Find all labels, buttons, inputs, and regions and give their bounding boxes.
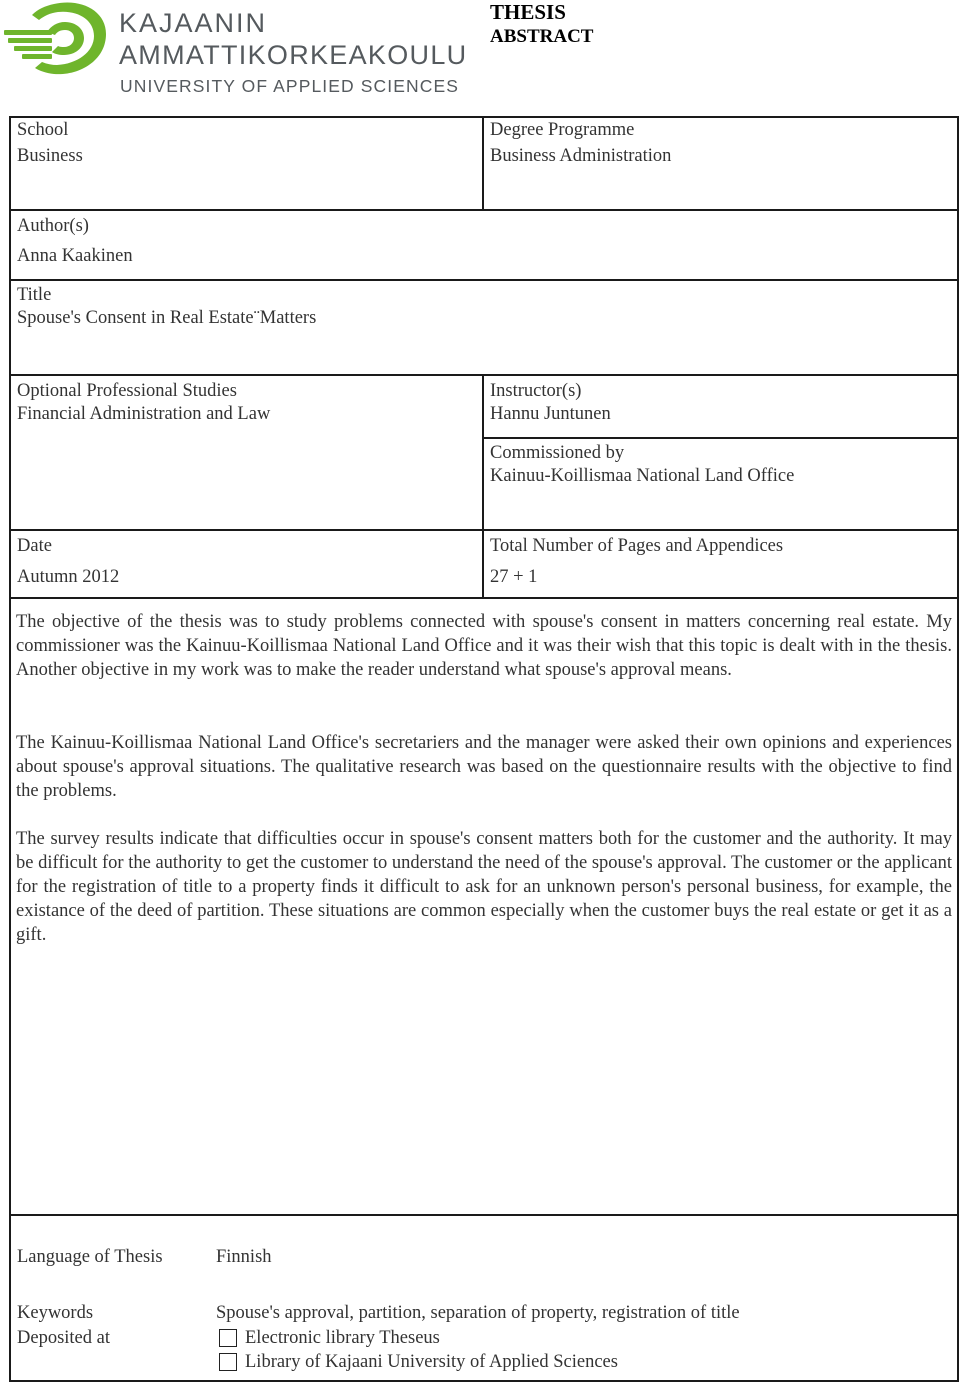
rule-below-date	[9, 597, 959, 599]
logo-line-3: UNIVERSITY OF APPLIED SCIENCES	[120, 76, 460, 96]
doc-type-line-2: ABSTRACT	[490, 26, 594, 47]
degree-value: Business Administration	[490, 146, 672, 166]
title-value: Spouse's Consent in Real Estate¨Matters	[17, 308, 317, 328]
checkbox-kajaani-library[interactable]	[219, 1353, 237, 1371]
abstract-paragraph-2: The Kainuu-Koillismaa National Land Office's secretariers and the manager were asked their own opinions and experiences about spouse's approval situations. The qualitative research was based on the questionnaire results with the objective to find the problems.	[16, 733, 952, 801]
title-label: Title	[17, 285, 52, 305]
keywords-label: Keywords	[17, 1303, 94, 1323]
deposited-option-kajaani-library: Library of Kajaani University of Applied Sciences	[245, 1352, 618, 1372]
logo	[0, 0, 468, 100]
language-label: Language of Thesis	[17, 1247, 163, 1267]
abstract-paragraph-1: The objective of the thesis was to study problems connected with spouse's consent in matters concerning real estate. My commissioner was the Kainuu-Koillismaa National Land Office and it was their wish that this topic is dealt with in the thesis. Another objective in my work was to make the reader understand what spouse's approval means.	[16, 612, 952, 680]
logo-line-1: KAJAANIN	[119, 8, 268, 38]
deposited-option-theseus: Electronic library Theseus	[245, 1328, 440, 1348]
pages-label: Total Number of Pages and Appendices	[490, 536, 784, 556]
logo-line-2: AMMATTIKORKEAKOULU	[119, 40, 468, 70]
optional-studies-label: Optional Professional Studies	[17, 381, 237, 401]
language-value: Finnish	[216, 1247, 272, 1267]
divider-optional-instructor	[482, 374, 484, 598]
date-value: Autumn 2012	[17, 567, 120, 587]
school-value: Business	[17, 146, 83, 166]
pages-value: 27 + 1	[490, 567, 538, 587]
keywords-value: Spouse's approval, partition, separation of property, registration of title	[216, 1303, 740, 1323]
rule-below-author	[9, 279, 959, 281]
rule-below-title	[9, 374, 959, 376]
instructor-value: Hannu Juntunen	[490, 404, 611, 424]
degree-label: Degree Programme	[490, 120, 635, 140]
author-value: Anna Kaakinen	[17, 246, 133, 266]
author-label: Author(s)	[17, 216, 89, 236]
logo-mark-icon	[2, 0, 110, 78]
checkbox-theseus[interactable]	[219, 1329, 237, 1347]
instructor-label: Instructor(s)	[490, 381, 582, 401]
school-label: School	[17, 120, 69, 140]
rule-below-abstract	[9, 1214, 959, 1216]
rule-below-instructor	[483, 437, 959, 439]
rule-below-commissioned	[9, 529, 959, 531]
commissioned-label: Commissioned by	[490, 443, 625, 463]
optional-studies-value: Financial Administration and Law	[17, 404, 271, 424]
doc-type-line-1: THESIS	[490, 0, 566, 24]
deposited-label: Deposited at	[17, 1328, 110, 1348]
divider-school-degree	[482, 116, 484, 210]
rule-below-school	[9, 209, 959, 211]
date-label: Date	[17, 536, 52, 556]
abstract-paragraph-3: The survey results indicate that difficulties occur in spouse's consent matters both for the customer and the authority. It may be difficult for the authority to get the customer to understand the need of the spouse's approval. The customer or the applicant for the registration of title to a property finds it difficult to ask for an unknown person's personal business, for example, the existance of the deed of partition. These situations are common especially when the customer buys the real estate or get it as a gift.	[16, 829, 952, 945]
commissioned-value: Kainuu-Koillismaa National Land Office	[490, 466, 795, 486]
